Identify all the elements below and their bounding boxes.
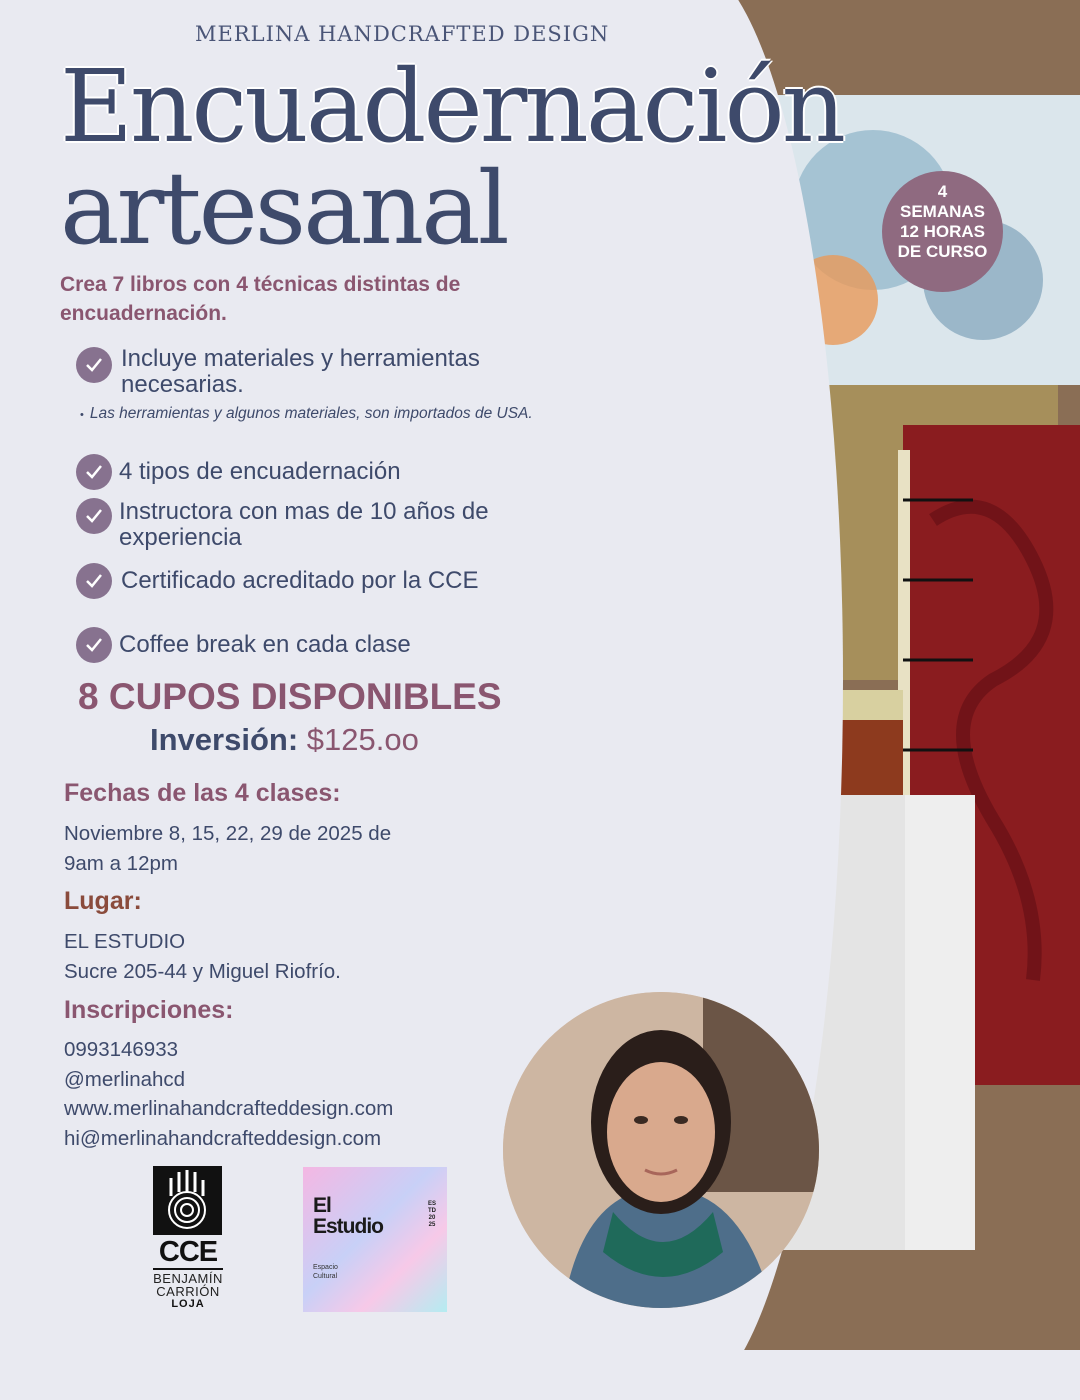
- dates-heading: Fechas de las 4 clases:: [64, 779, 341, 807]
- instructor-photo: [503, 992, 819, 1308]
- dates-text: [64, 819, 391, 878]
- instagram-handle[interactable]: @merlinahcd: [64, 1067, 186, 1091]
- email-link[interactable]: hi@merlinahandcrafteddesign.com: [64, 1126, 382, 1150]
- estudio-title-1: El: [313, 1194, 331, 1217]
- cce-title: CCE: [158, 1236, 218, 1268]
- estudio-subtitle: [313, 1263, 338, 1281]
- price: [150, 722, 419, 758]
- dates-line-2: 9am a 12pm: [64, 851, 178, 875]
- registration-contacts: [64, 1035, 393, 1153]
- duration-badge: [882, 171, 1003, 292]
- badge-course: DE CURSO: [897, 242, 988, 261]
- estudio-sub-2: Cultural: [313, 1273, 338, 1280]
- hand-spiral-icon: [153, 1166, 222, 1235]
- cce-sub-1: BENJAMÍN: [153, 1271, 223, 1286]
- registration-heading: Inscripciones:: [64, 996, 234, 1024]
- title-line-1: Encuadernación: [60, 48, 844, 165]
- badge-weeks-number: 4: [937, 182, 948, 201]
- feature-instructor: Instructora con mas de 10 años de experiencia: [119, 498, 489, 551]
- location-name: EL ESTUDIO: [64, 930, 186, 953]
- check-icon: [76, 563, 112, 599]
- el-estudio-logo: [303, 1167, 447, 1312]
- feature-materials: Incluye materiales y herramientas necesarias.: [121, 345, 480, 398]
- dates-line-1: Noviembre 8, 15, 22, 29 de 2025 de: [64, 822, 392, 845]
- check-icon: [76, 454, 112, 490]
- cce-city: LOJA: [171, 1298, 205, 1310]
- materials-note: • Las herramientas y algunos materiales, son importados de USA.: [80, 405, 533, 422]
- materials-note-text: Las herramientas y algunos materiales, son importados de USA.: [89, 405, 533, 422]
- estudio-title-2: Estudio: [313, 1215, 383, 1238]
- feature-certificate: Certificado acreditado por la CCE: [121, 567, 479, 594]
- location-text: [64, 927, 341, 986]
- brand-name: MERLINA HANDCRAFTED DESIGN: [195, 22, 610, 46]
- feature-binding-types: 4 tipos de encuadernación: [119, 458, 401, 485]
- website-link[interactable]: www.merlinahandcrafteddesign.com: [64, 1097, 394, 1120]
- price-value: $125.oo: [306, 722, 419, 757]
- location-heading: Lugar:: [64, 887, 142, 915]
- check-icon: [76, 347, 112, 383]
- cce-sub-2: CARRIÓN: [156, 1284, 220, 1299]
- location-address: Sucre 205-44 y Miguel Riofrío.: [64, 959, 341, 983]
- available-spots: 8 CUPOS DISPONIBLES: [78, 676, 502, 717]
- badge-weeks-label: SEMANAS: [899, 202, 985, 221]
- cce-logo: [153, 1166, 223, 1310]
- cce-divider: [153, 1268, 223, 1270]
- estudio-sub-1: Espacio: [313, 1264, 338, 1271]
- feature-coffee-break: Coffee break en cada clase: [119, 631, 411, 658]
- check-icon: [76, 498, 112, 534]
- title-line-2: artesanal: [60, 150, 507, 267]
- phone-number[interactable]: 0993146933: [64, 1038, 179, 1061]
- estudio-title: [313, 1195, 383, 1237]
- cce-emblem: [153, 1166, 222, 1235]
- badge-hours: 12 HORAS: [899, 222, 986, 241]
- check-icon: [76, 627, 112, 663]
- subtitle: Crea 7 libros con 4 técnicas distintas de encuadernación.: [60, 273, 461, 325]
- portrait-illustration: [503, 992, 819, 1308]
- price-label: Inversión:: [150, 722, 299, 757]
- estudio-year: ES TD 20 25: [427, 1201, 436, 1228]
